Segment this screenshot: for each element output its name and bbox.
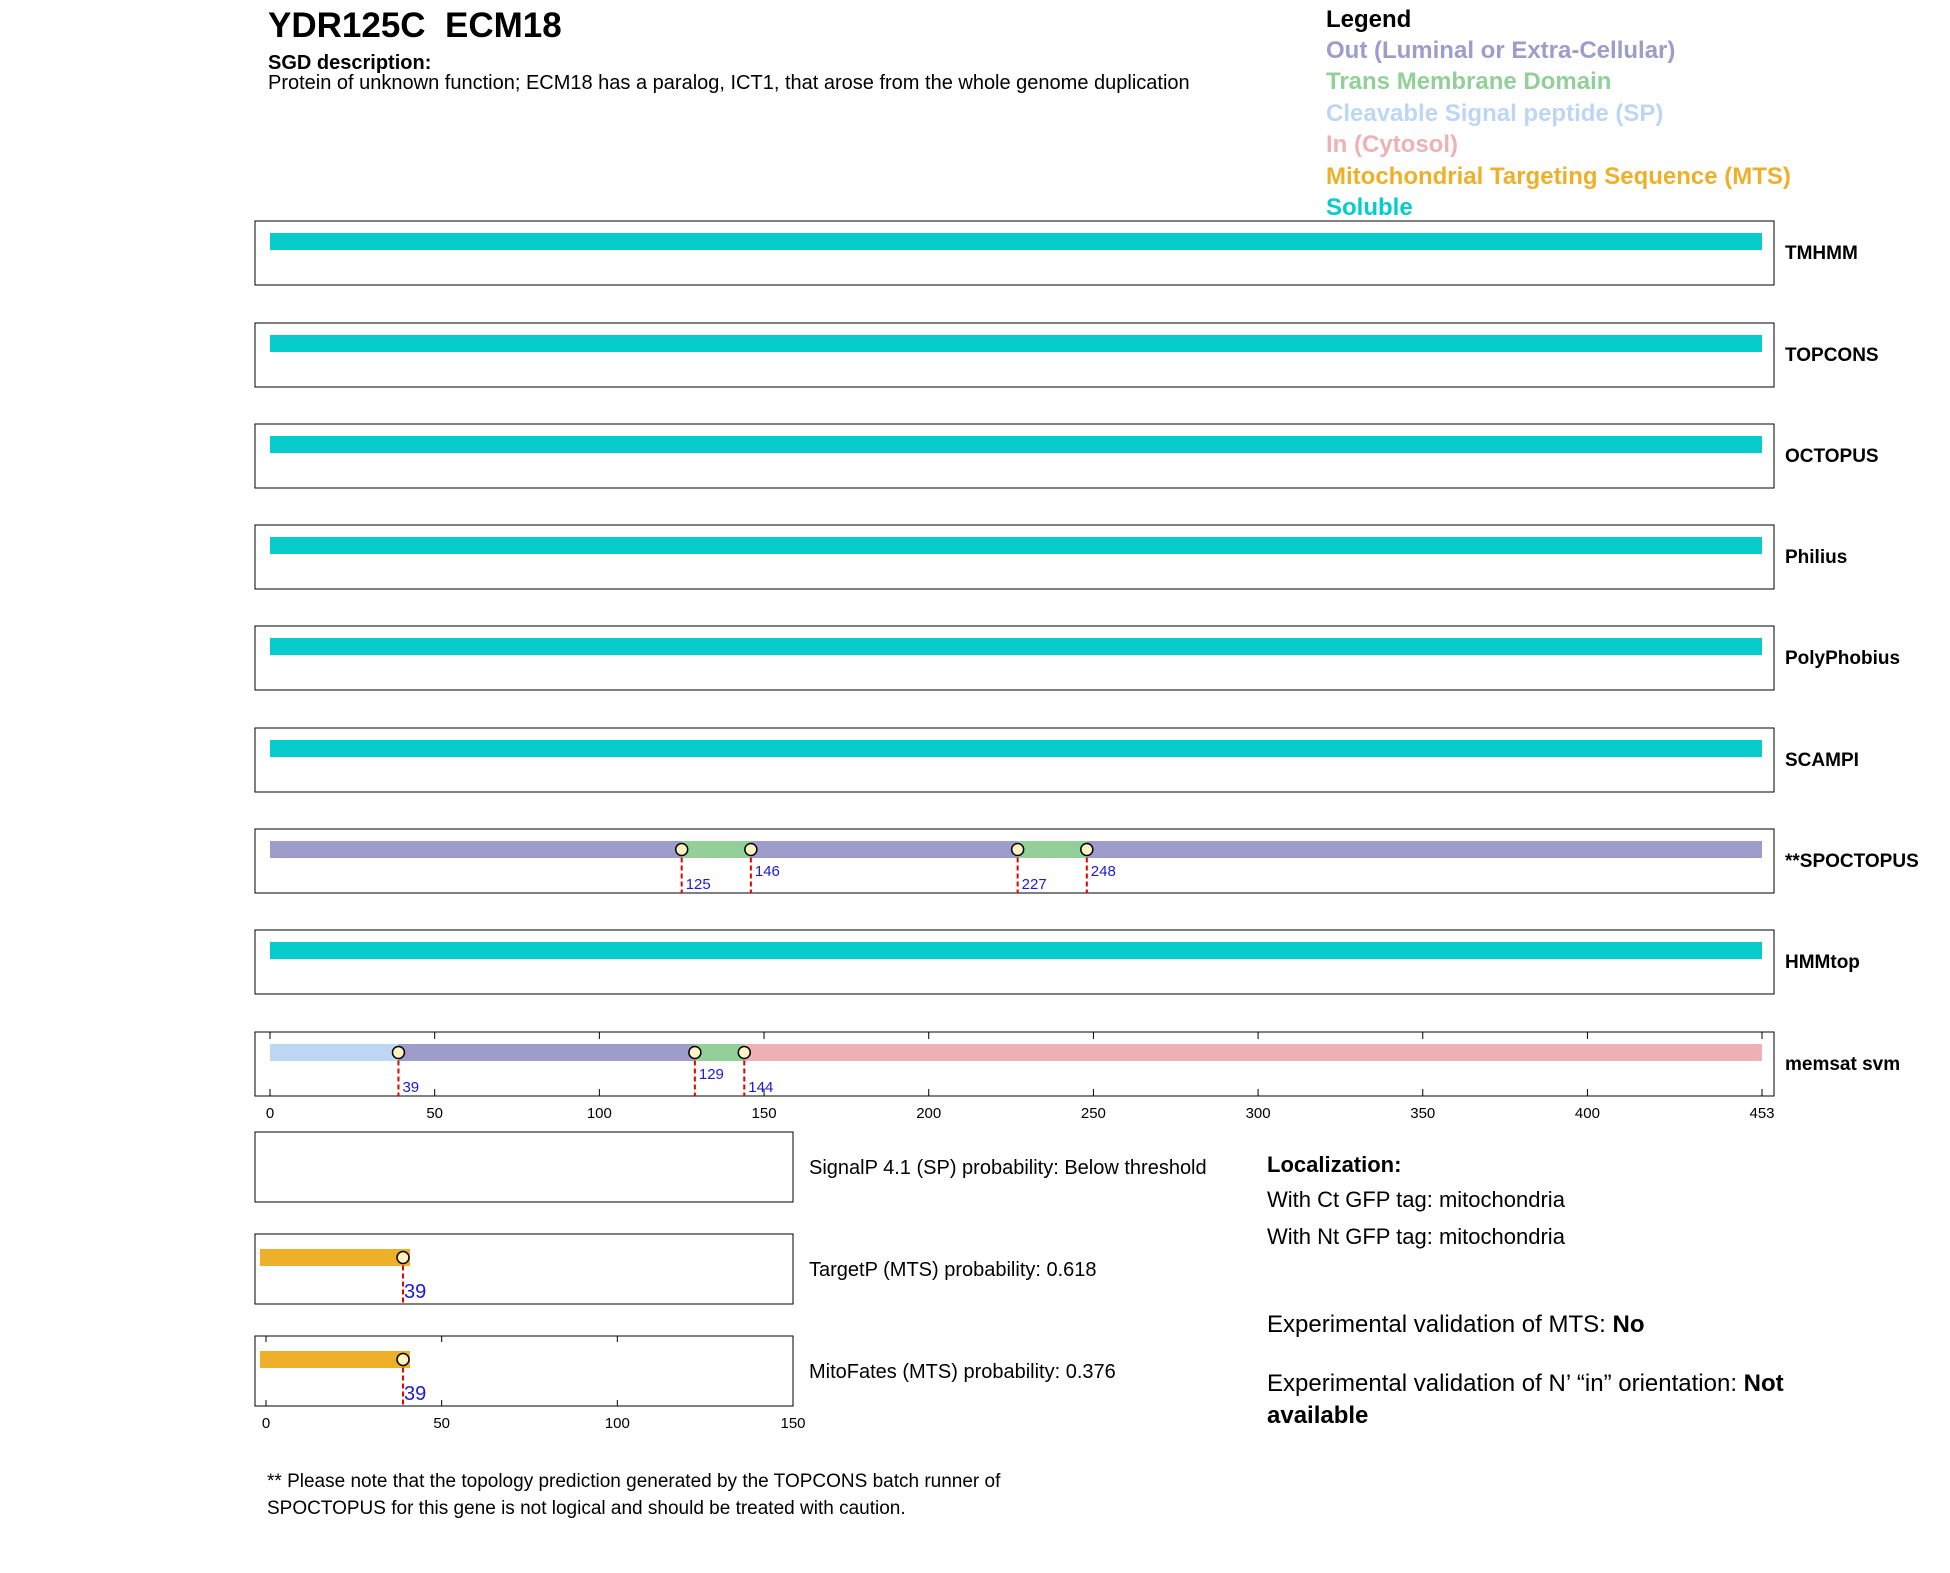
legend-item-mts: Mitochondrial Targeting Sequence (MTS) <box>1326 163 1791 190</box>
track-label: PolyPhobius <box>1785 648 1901 669</box>
marker-label: 39 <box>404 1281 427 1303</box>
gene-title: YDR125C ECM18 <box>268 6 562 45</box>
marker-dot <box>397 1354 409 1366</box>
sgd-description: Protein of unknown function; ECM18 has a paralog, ICT1, that arose from the whole genome duplication <box>268 72 1190 94</box>
track-label: TMHMM <box>1785 243 1858 264</box>
mts-validation-value: No <box>1612 1311 1645 1338</box>
track-frame <box>255 1234 793 1304</box>
tick-label: 50 <box>426 1105 444 1122</box>
orientation-validation-value: Not available <box>1267 1370 1784 1429</box>
marker-dot <box>397 1252 409 1264</box>
track-label: TOPCONS <box>1785 345 1879 366</box>
small-track-2 <box>255 1234 1097 1304</box>
legend-title: Legend <box>1326 6 1412 33</box>
small-track-1 <box>255 1132 1207 1202</box>
orientation-validation <box>1267 1368 1867 1432</box>
marker-label: 39 <box>402 1079 420 1096</box>
localization-nt: With Nt GFP tag: mitochondria <box>1267 1224 1565 1249</box>
tick-label: 150 <box>780 1415 806 1432</box>
tick-label: 100 <box>604 1415 630 1432</box>
note-line-1: ** Please note that the topology prediction generated by the TOPCONS batch runner of <box>267 1471 1001 1492</box>
tick-label: 300 <box>1245 1105 1271 1122</box>
track-label: **SPOCTOPUS <box>1785 851 1919 872</box>
track-label: OCTOPUS <box>1785 446 1879 467</box>
track-label: Philius <box>1785 547 1848 568</box>
track-label: memsat svm <box>1785 1054 1901 1075</box>
marker-label: 125 <box>685 876 711 893</box>
marker-label: 129 <box>698 1066 724 1083</box>
tick-label: 400 <box>1574 1105 1600 1122</box>
orientation-validation-label: Experimental validation of N’ “in” orientation: <box>1267 1370 1744 1397</box>
tick-label: 50 <box>433 1415 451 1432</box>
segment-mts <box>260 1249 410 1266</box>
legend-item-soluble: Soluble <box>1326 194 1413 221</box>
marker-label: 144 <box>748 1079 774 1096</box>
legend-item-in: In (Cytosol) <box>1326 131 1458 158</box>
localization-ct: With Ct GFP tag: mitochondria <box>1267 1187 1565 1212</box>
small-track-label: MitoFates (MTS) probability: 0.376 <box>809 1361 1116 1383</box>
tick-label: 0 <box>261 1415 271 1432</box>
marker-label: 227 <box>1021 876 1047 893</box>
track-frame <box>255 1336 793 1406</box>
tick-label: 200 <box>916 1105 942 1122</box>
track-frame <box>255 1132 793 1202</box>
tick-label: 350 <box>1410 1105 1436 1122</box>
legend-item-sp: Cleavable Signal peptide (SP) <box>1326 100 1664 127</box>
mts-validation-label: Experimental validation of MTS: <box>1267 1311 1613 1338</box>
sgd-heading: SGD description: <box>268 52 432 74</box>
marker-label: 146 <box>754 863 780 880</box>
small-track-3 <box>255 1336 1116 1406</box>
small-track-label: TargetP (MTS) probability: 0.618 <box>809 1259 1097 1281</box>
localization-heading: Localization: <box>1267 1152 1402 1177</box>
legend-item-out: Out (Luminal or Extra-Cellular) <box>1326 37 1676 64</box>
small-track-label: SignalP 4.1 (SP) probability: Below threshold <box>809 1157 1207 1179</box>
tick-label: 250 <box>1080 1105 1106 1122</box>
track-label: HMMtop <box>1785 952 1860 973</box>
tick-label: 150 <box>751 1105 777 1122</box>
tick-label: 0 <box>265 1105 275 1122</box>
mts-validation <box>1267 1309 1867 1341</box>
marker-label: 39 <box>404 1383 427 1405</box>
legend-item-tm: Trans Membrane Domain <box>1326 68 1612 95</box>
tick-label: 100 <box>586 1105 612 1122</box>
segment-mts <box>260 1351 410 1368</box>
marker-label: 248 <box>1090 863 1116 880</box>
note-line-2: SPOCTOPUS for this gene is not logical and should be treated with caution. <box>267 1498 906 1519</box>
tick-label: 453 <box>1749 1105 1775 1122</box>
track-label: SCAMPI <box>1785 750 1859 771</box>
